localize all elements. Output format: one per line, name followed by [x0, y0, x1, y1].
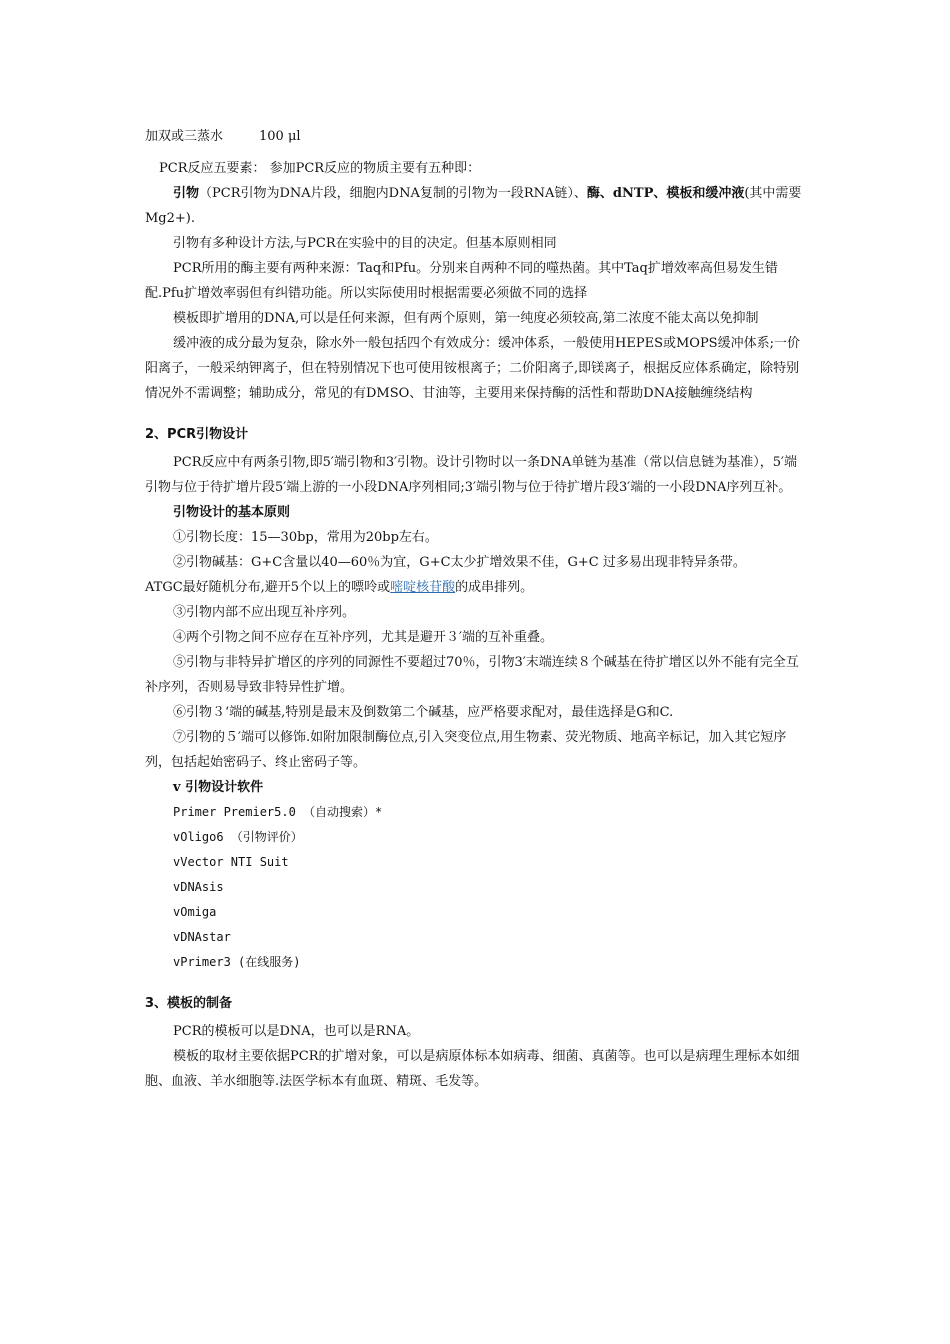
pyrimidine-nucleotide-link[interactable]: 嘧啶核苷酸 [390, 580, 456, 595]
reagent-line [145, 124, 809, 149]
principle-4: ④两个引物之间不应存在互补序列，尤其是避开３′端的互补重叠。 [173, 630, 553, 645]
software-item: vOligo6 （引物评价） [173, 830, 303, 844]
document-body [145, 124, 809, 1094]
elements-list-mg: (其中需要Mg2+). [145, 186, 802, 226]
software-item: vDNAstar [173, 930, 231, 944]
software-item: vVector NTI Suit [173, 855, 289, 869]
elements-list-note: （PCR引物为DNA片段，细胞内DNA复制的引物为一段RNA链）、 [199, 186, 587, 201]
principle-6: ⑥引物３‘端的碱基,特别是最末及倒数第二个碱基，应严格要求配对，最佳选择是G和C. [173, 705, 674, 720]
elements-list [145, 181, 809, 231]
software-item: vDNAsis [173, 880, 224, 894]
template-paragraph: 模板即扩增用的DNA,可以是任何来源，但有两个原则，第一纯度必须较高,第二浓度不能太高以免抑制 [173, 311, 759, 326]
primer-paragraph: 引物有多种设计方法,与PCR在实验中的目的决定。但基本原则相同 [173, 236, 557, 251]
enzyme-paragraph: PCR所用的酶主要有两种来源：Taq和Pfu。分别来自两种不同的噬热菌。其中Taq扩增效率高但易发生错配.Pfu扩增效率弱但有纠错功能。所以实际使用时根据需要必须做不同的选择 [145, 261, 778, 301]
software-item: vPrimer3 (在线服务) [173, 955, 301, 969]
principle-1: ①引物长度：15—30bp，常用为20bp左右。 [173, 530, 438, 545]
elements-list-others: 酶、dNTP、模板和缓冲液 [586, 186, 745, 201]
principle-3: ③引物内部不应出现互补序列。 [173, 605, 356, 620]
elements-list-primer: 引物 [173, 186, 200, 201]
section-2-intro: PCR反应中有两条引物,即5′端引物和3′引物。设计引物时以一条DNA单链为基准（常以信息链为基准），5′端引物与位于待扩增片段5′端上游的一小段DNA序列相同;3′端引物与位于待扩增片段3′端的一小段DNA序列互补。 [145, 455, 797, 495]
elements-intro: PCR反应五要素： 参加PCR反应的物质主要有五种即： [159, 161, 481, 176]
principle-5: ⑤引物与非特异扩增区的序列的同源性不要超过70％，引物3′末端连续８个碱基在待扩增区以外不能有完全互补序列，否则易导致非特异性扩增。 [145, 655, 799, 695]
software-title: v 引物设计软件 [173, 780, 264, 795]
section-3-p2: 模板的取材主要依据PCR的扩增对象，可以是病原体标本如病毒、细菌、真菌等。也可以是病理生理标本如细胞、血液、羊水细胞等.法医学标本有血斑、精斑、毛发等。 [145, 1049, 800, 1089]
principle-2: ②引物碱基：G+C含量以40—60％为宜，G+C太少扩增效果不佳，G+C 过多易出现非特异条带。 [173, 555, 746, 570]
software-item: vOmiga [173, 905, 217, 919]
section-3-p1: PCR的模板可以是DNA，也可以是RNA。 [173, 1024, 420, 1039]
buffer-paragraph: 缓冲液的成分最为复杂，除水外一般包括四个有效成分：缓冲体系，一般使用HEPES或MOPS缓冲体系;一价阳离子，一般采纳钾离子，但在特别情况下也可使用铵根离子；二价阳离子,即镁离子，根据反应体系确定，除特别情况外不需调整；辅助成分，常见的有DMSO、甘油等，主要用来保持酶的活性和帮助DNA接触缠绕结构 [145, 336, 800, 401]
section-2-heading: 2、PCR引物设计 [145, 427, 249, 442]
software-item: Primer Premier5.0 （自动搜索）* [173, 805, 383, 819]
principle-2-cont: ATGC最好随机分布,避开5个以上的嘌呤或嘧啶核苷酸的成串排列。 [145, 580, 534, 595]
reagent-amount: 100 μl [259, 129, 301, 144]
section-3-heading: 3、模板的制备 [145, 996, 233, 1011]
principle-7: ⑦引物的５′端可以修饰.如附加限制酶位点,引入突变位点,用生物素、荧光物质、地高辛标记，加入其它短序列，包括起始密码子、终止密码子等。 [145, 730, 787, 770]
reagent-label: 加双或三蒸水 [145, 129, 224, 144]
principles-title: 引物设计的基本原则 [173, 505, 291, 520]
